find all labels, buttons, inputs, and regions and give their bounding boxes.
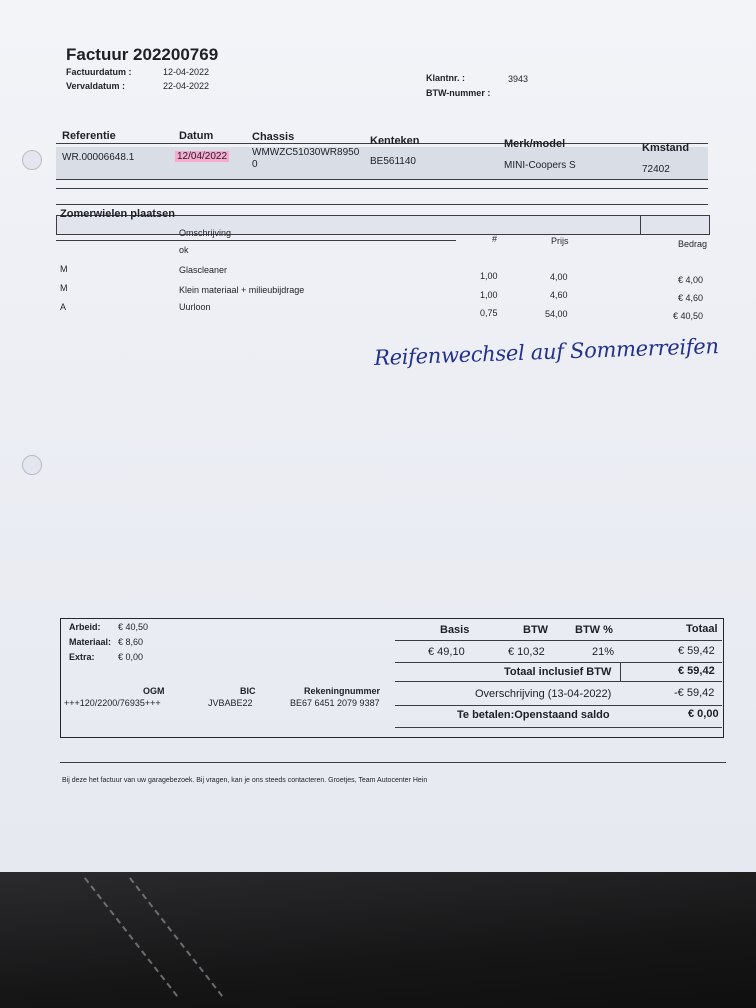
extra-label: Extra: — [69, 652, 95, 662]
divider — [56, 204, 708, 205]
col-kmstand: Kmstand — [642, 142, 690, 154]
totals-box — [60, 618, 724, 738]
divider — [395, 681, 722, 682]
bic-label: BIC — [240, 686, 256, 696]
arbeid-label: Arbeid: — [69, 622, 101, 632]
note-ok: ok — [179, 245, 189, 255]
divider — [395, 727, 722, 728]
divider — [60, 762, 726, 763]
rekeningnummer-label: Rekeningnummer — [304, 686, 381, 696]
line-price: 54,00 — [545, 309, 568, 319]
line-code: M — [60, 264, 68, 274]
seat-stitch — [84, 877, 178, 996]
ogm-label: OGM — [143, 686, 165, 696]
kmstand-value: 72402 — [642, 164, 670, 175]
col-chassis: Chassis — [252, 131, 295, 143]
line-qty: 0,75 — [480, 308, 498, 318]
line-price: 4,00 — [550, 272, 568, 282]
divider — [395, 705, 722, 706]
ogm-value: +++120/2200/76935+++ — [64, 698, 161, 708]
extra-value: € 0,00 — [118, 652, 144, 662]
col-merk-model: Merk/model — [504, 138, 566, 150]
totaal-incl-label: Totaal inclusief BTW — [504, 666, 612, 678]
chassis-value: WMWZC51030WR8950 — [252, 147, 360, 158]
line-amount: € 4,60 — [678, 293, 704, 303]
kenteken-value: BE561140 — [370, 156, 416, 167]
divider — [640, 215, 641, 234]
factuurdatum-value: 12-04-2022 — [163, 67, 210, 77]
overschrijving-label: Overschrijving (13-04-2022) — [475, 688, 612, 700]
col-omschrijving: Omschrijving — [179, 228, 232, 238]
arbeid-value: € 40,50 — [118, 622, 149, 632]
col-referentie: Referentie — [62, 130, 116, 142]
saldo-value: € 0,00 — [688, 708, 719, 720]
divider — [395, 662, 722, 663]
totaal-value: € 59,42 — [678, 645, 715, 657]
line-price: 4,60 — [550, 290, 568, 300]
line-amount: € 40,50 — [673, 311, 704, 321]
line-desc: Glascleaner — [179, 265, 228, 275]
saldo-label: Te betalen:Openstaand saldo — [457, 709, 610, 721]
vervaldatum-value: 22-04-2022 — [163, 81, 210, 91]
bic-value: JVBABE22 — [208, 698, 253, 708]
btw-nummer-label: BTW-nummer : — [426, 88, 491, 98]
divider — [56, 240, 456, 241]
seat-stitch — [129, 877, 223, 996]
materiaal-value: € 8,60 — [118, 637, 144, 647]
overschrijving-value: -€ 59,42 — [674, 687, 715, 699]
line-qty: 1,00 — [480, 271, 498, 281]
vervaldatum-label: Vervaldatum : — [66, 81, 126, 91]
btw-label: BTW — [523, 624, 549, 636]
col-datum: Datum — [179, 130, 214, 142]
referentie-value: WR.00006648.1 — [62, 152, 135, 163]
btw-pct-value: 21% — [592, 646, 615, 658]
col-kenteken: Kenteken — [370, 135, 420, 147]
car-seat-background — [0, 872, 756, 1008]
footer-text: Bij deze het factuur van uw garagebezoek. Bij vragen, kan je ons steeds contacteren. Groetjes, Team Autocenter Hein — [62, 777, 428, 784]
materiaal-label: Materiaal: — [69, 637, 112, 647]
line-qty: 1,00 — [480, 290, 498, 300]
line-code: A — [60, 302, 67, 312]
totaal-label: Totaal — [686, 623, 718, 635]
klantnr-label: Klantnr. : — [426, 73, 466, 83]
col-bedrag: Bedrag — [678, 239, 708, 249]
chassis-value-cont: 0 — [252, 159, 258, 170]
handwritten-note: Reifenwechsel auf Sommerreifen — [373, 333, 720, 371]
divider — [620, 662, 621, 682]
section-title: Zomerwielen plaatsen — [60, 208, 175, 220]
rekeningnummer-value: BE67 6451 2079 9387 — [290, 698, 380, 708]
line-desc: Klein materiaal + milieubijdrage — [179, 285, 305, 295]
col-nr: # — [492, 234, 498, 244]
merk-model-value: MINI-Coopers S — [504, 160, 576, 171]
punch-hole — [22, 150, 42, 170]
line-code: M — [60, 283, 68, 293]
basis-label: Basis — [440, 624, 470, 636]
line-desc: Uurloon — [179, 302, 211, 312]
divider — [56, 188, 708, 189]
datum-value-highlighted: 12/04/2022 — [177, 151, 228, 162]
invoice-title: Factuur 202200769 — [66, 45, 219, 64]
line-amount: € 4,00 — [678, 275, 704, 285]
col-prijs: Prijs — [551, 236, 569, 246]
divider — [395, 640, 722, 641]
klantnr-value: 3943 — [508, 74, 529, 84]
punch-hole — [22, 455, 42, 475]
totaal-incl-value: € 59,42 — [678, 665, 715, 677]
divider — [56, 179, 708, 180]
btw-pct-label: BTW % — [575, 624, 613, 636]
factuurdatum-label: Factuurdatum : — [66, 67, 132, 77]
btw-value: € 10,32 — [508, 646, 545, 658]
basis-value: € 49,10 — [428, 646, 465, 658]
